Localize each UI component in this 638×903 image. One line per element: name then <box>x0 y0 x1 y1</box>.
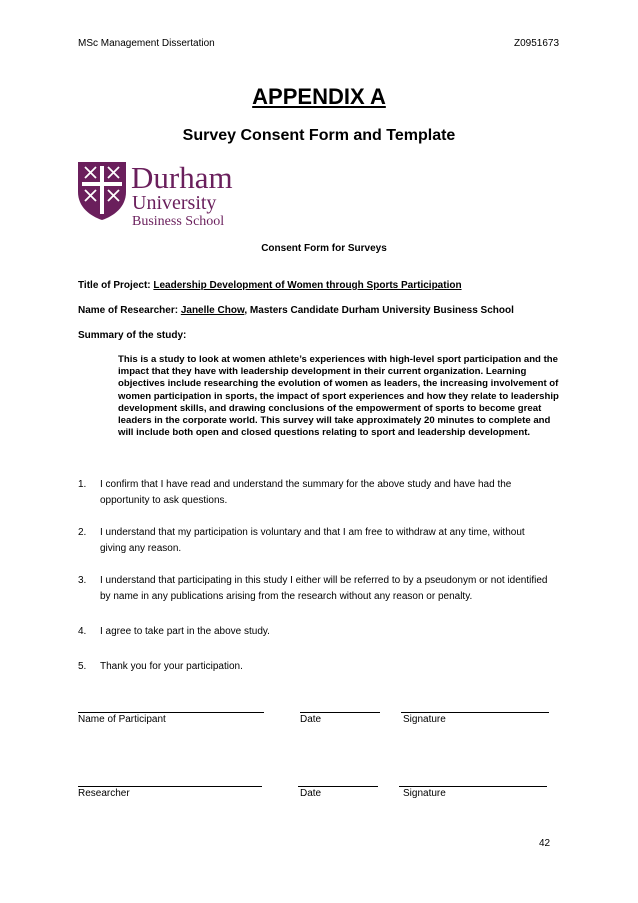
consent-item-text: I understand that participating in this study I either will be referred to by a pseudonym or not identified by name in any publications arising from the research without any reason or penalty. <box>100 575 548 602</box>
consent-item-number: 5. <box>78 661 87 672</box>
appendix-title: APPENDIX A <box>252 84 386 109</box>
project-title-label: Title of Project: <box>78 280 154 291</box>
consent-item-number: 2. <box>78 527 87 538</box>
participant-name-line[interactable] <box>78 712 264 713</box>
logo-wordmark-durham: Durham <box>131 160 233 195</box>
consent-item-text: I agree to take part in the above study. <box>100 626 270 637</box>
participant-date-label: Date <box>300 714 322 725</box>
page-number: 42 <box>539 838 551 849</box>
project-title-row <box>78 280 462 291</box>
researcher-sign-label: Researcher <box>78 788 130 799</box>
consent-item-number: 1. <box>78 479 87 490</box>
logo-wordmark-business-school: Business School <box>132 214 225 229</box>
participant-signature-label: Signature <box>403 714 446 725</box>
researcher-name: Janelle Chow <box>180 305 245 316</box>
consent-item-number: 3. <box>78 575 87 586</box>
consent-item-text: I confirm that I have read and understand the summary for the above study and have had the opportunity to ask questions. <box>100 479 512 506</box>
crest-icon <box>76 160 128 222</box>
logo-wordmark-university: University <box>132 192 217 214</box>
consent-item-text: Thank you for your participation. <box>100 661 243 672</box>
consent-item-text: I understand that my participation is voluntary and that I am free to withdraw at any time, without giving any reason. <box>100 527 525 554</box>
researcher-name-line[interactable] <box>78 786 262 787</box>
durham-university-logo <box>76 160 256 235</box>
participant-date-line[interactable] <box>300 712 380 713</box>
researcher-date-label: Date <box>300 788 322 799</box>
participant-name-label: Name of Participant <box>78 714 166 725</box>
researcher-label: Name of Researcher: <box>78 305 181 316</box>
document-subtitle: Survey Consent Form and Template <box>182 127 456 144</box>
consent-item-number: 4. <box>78 626 87 637</box>
study-summary-text: This is a study to look at women athlete’s experiences with high-level sport participation and the impact that they have with leadership development in their current organization. Learning objectives include researching the evolution of women as leaders, the increasing involvement of women participation in sports, the impact of sport experiences and how they relate to leadership development skills, and drawing conclusions of the empowerment of sports to become great leaders in the corporate world. This survey will take approximately 20 minutes to complete and will include both open and closed questions relating to sport and leadership development. <box>118 354 559 439</box>
running-header-left: MSc Management Dissertation <box>78 38 215 49</box>
researcher-date-line[interactable] <box>298 786 378 787</box>
summary-label: Summary of the study: <box>78 330 187 341</box>
consent-form-title: Consent Form for Surveys <box>261 243 387 254</box>
researcher-signature-label: Signature <box>403 788 446 799</box>
researcher-signature-line[interactable] <box>399 786 547 787</box>
researcher-row <box>78 305 514 316</box>
project-title-value: Leadership Development of Women through Sports Participation <box>153 280 462 291</box>
participant-signature-line[interactable] <box>401 712 549 713</box>
running-header-right: Z0951673 <box>514 38 560 49</box>
researcher-affiliation: , Masters Candidate Durham University Business School <box>244 305 514 316</box>
